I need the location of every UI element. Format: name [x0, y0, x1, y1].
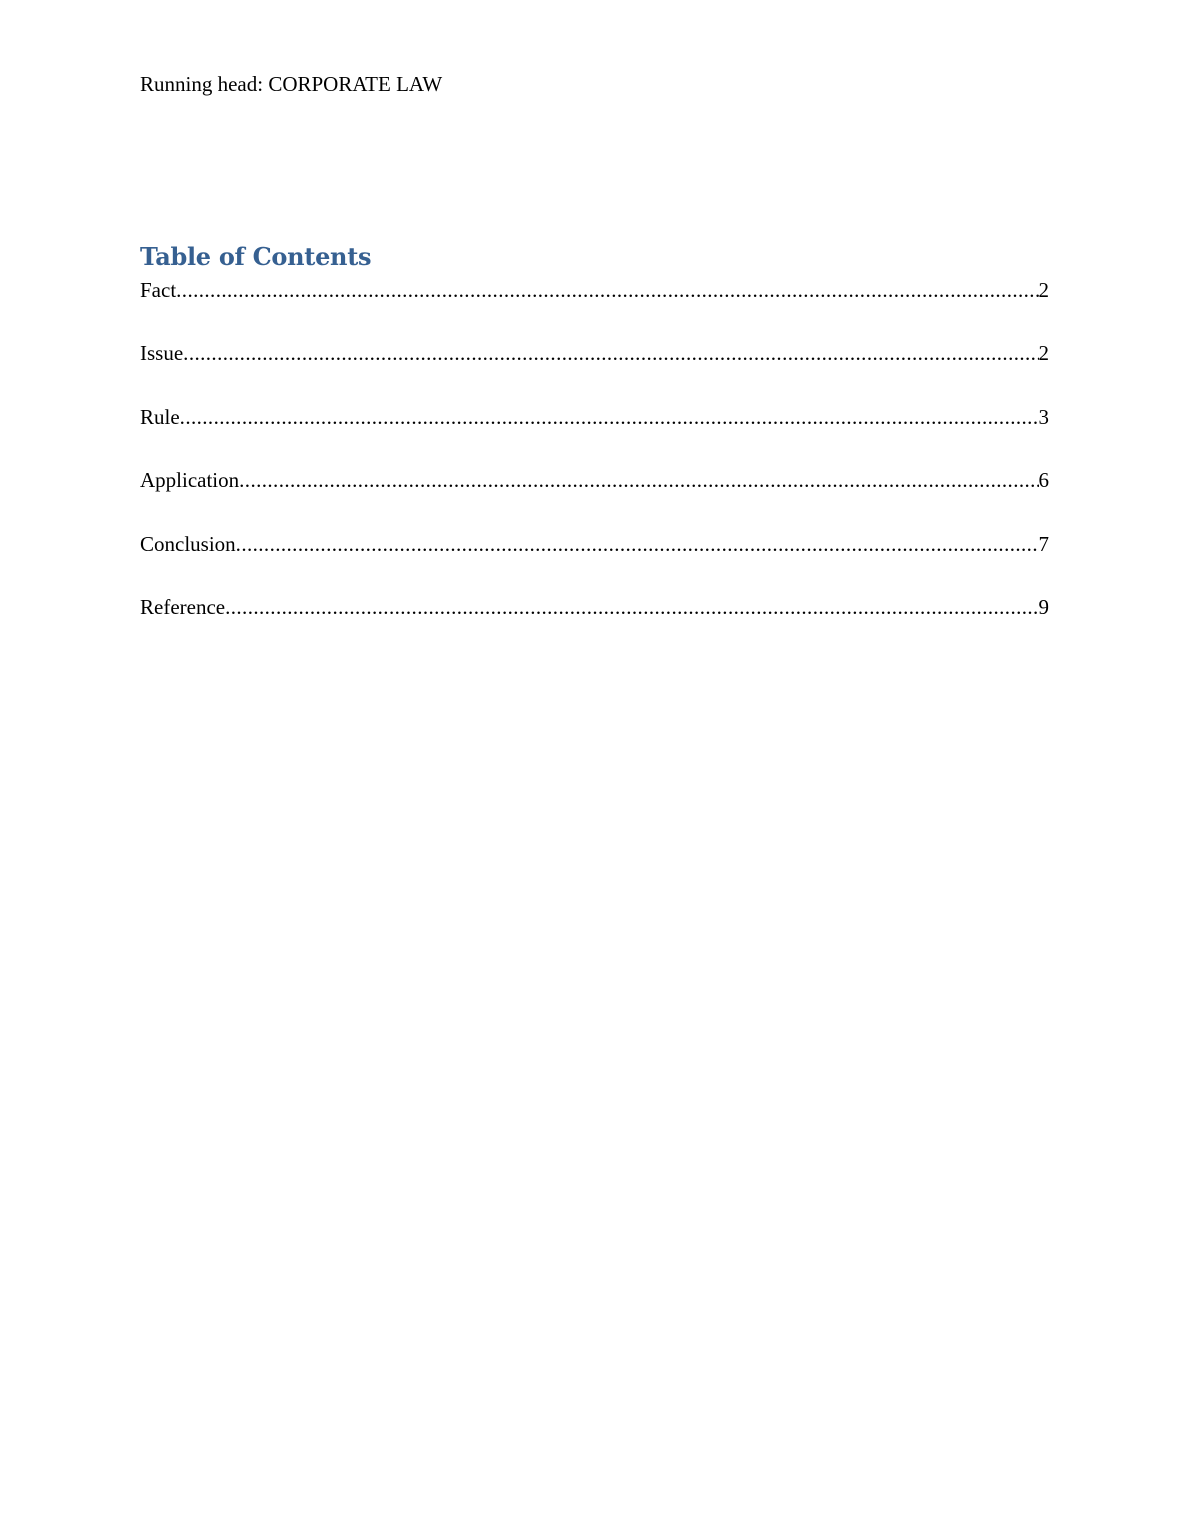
toc-entry-page: 2 — [1038, 341, 1049, 366]
toc-dot-leader — [180, 403, 1039, 431]
toc-entry-rule[interactable] — [140, 403, 1049, 466]
toc-entry-title: Reference — [140, 594, 226, 619]
toc-entry-fact[interactable] — [140, 276, 1049, 339]
toc-entry-title: Application — [140, 468, 240, 493]
toc-entry-page: 3 — [1038, 404, 1049, 429]
running-head: Running head: CORPORATE LAW — [140, 72, 443, 96]
toc-entry-conclusion[interactable] — [140, 530, 1049, 593]
toc-entry-page: 2 — [1038, 278, 1049, 302]
toc-entry-title: Issue — [140, 341, 184, 366]
toc-entry-application[interactable] — [140, 466, 1049, 529]
toc-dot-leader — [239, 466, 1038, 494]
toc-entry-title: Rule — [140, 404, 180, 429]
toc-entry-reference[interactable] — [140, 593, 1049, 656]
toc-dot-leader — [183, 339, 1038, 367]
toc-dot-leader — [236, 530, 1039, 558]
toc-entry-page: 7 — [1038, 531, 1049, 556]
toc-entry-issue[interactable] — [140, 339, 1049, 402]
toc-entry-title: Fact — [140, 278, 177, 302]
toc-heading: Table of Contents — [140, 242, 372, 271]
toc-dot-leader — [225, 593, 1038, 621]
toc-dot-leader — [176, 276, 1038, 304]
toc-entry-page: 6 — [1038, 468, 1049, 493]
table-of-contents — [140, 276, 1049, 656]
toc-entry-page: 9 — [1038, 594, 1049, 619]
toc-entry-title: Conclusion — [140, 531, 236, 556]
